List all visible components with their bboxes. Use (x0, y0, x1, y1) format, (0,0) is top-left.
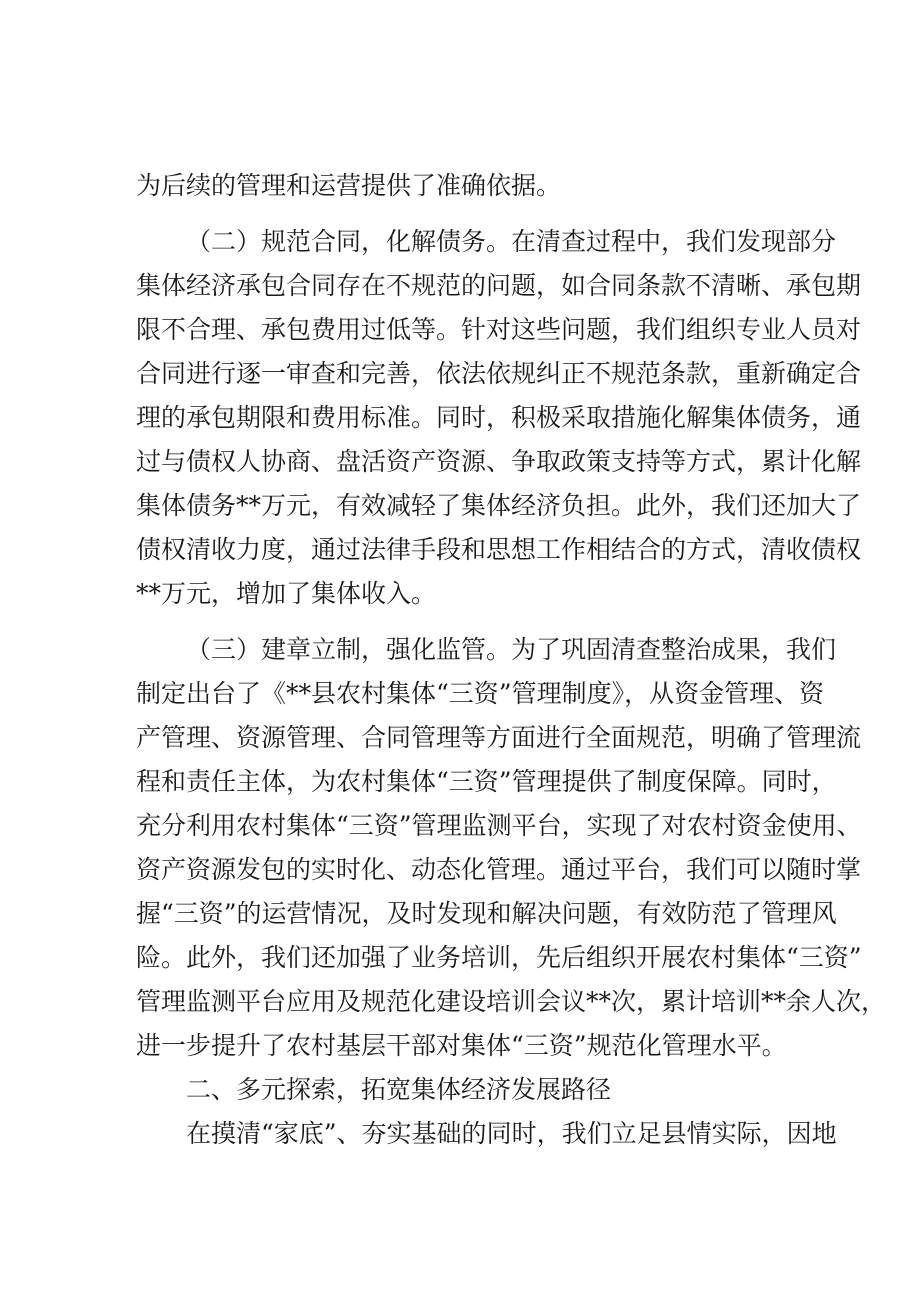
paragraph-3-line-6: 资产资源发包的实时化、动态化管理。通过平台，我们可以随时掌 (136, 855, 862, 884)
paragraph-2-line-3: 限不合理、承包费用过低等。针对这些问题，我们组织专业人员对 (136, 315, 862, 344)
paragraph-2-line-6: 过与债权人协商、盘活资产资源、争取政策支持等方式，累计化解 (136, 447, 862, 476)
paragraph-2-line-5: 理的承包期限和费用标准。同时，积极采取措施化解集体债务，通 (136, 403, 862, 432)
paragraph-3-line-1: （三）建章立制，强化监管。为了巩固清查整治成果，我们 (186, 635, 837, 664)
paragraph-1-line-1: 为后续的管理和运营提供了准确依据。 (136, 171, 562, 200)
paragraph-3-line-4: 程和责任主体，为农村集体“三资”管理提供了制度保障。同时， (136, 767, 837, 796)
paragraph-3-line-8: 险。此外，我们还加强了业务培训，先后组织开展农村集体“三资” (136, 943, 862, 972)
paragraph-2-line-9: **万元，增加了集体收入。 (136, 579, 437, 608)
paragraph-3-line-3: 产管理、资源管理、合同管理等方面进行全面规范，明确了管理流 (136, 723, 862, 752)
paragraph-2-line-2: 集体经济承包合同存在不规范的问题，如合同条款不清晰、承包期 (136, 271, 862, 300)
paragraph-3-line-2: 制定出台了《**县农村集体“三资”管理制度》，从资金管理、资 (136, 679, 825, 708)
paragraph-3-line-9: 管理监测平台应用及规范化建设培训会议**次，累计培训**余人次， (136, 987, 887, 1016)
paragraph-3-line-10: 进一步提升了农村基层干部对集体“三资”规范化管理水平。 (136, 1031, 787, 1060)
paragraph-2-line-7: 集体债务**万元，有效减轻了集体经济负担。此外，我们还加大了 (136, 491, 862, 520)
paragraph-4-line-1: 在摸清“家底”、夯实基础的同时，我们立足县情实际，因地 (186, 1119, 837, 1148)
paragraph-2-line-1: （二）规范合同，化解债务。在清查过程中，我们发现部分 (186, 227, 837, 256)
paragraph-2-line-4: 合同进行逐一审查和完善，依法依规纠正不规范条款，重新确定合 (136, 359, 862, 388)
paragraph-3-line-7: 握“三资”的运营情况，及时发现和解决问题，有效防范了管理风 (136, 899, 837, 928)
paragraph-3-line-5: 充分利用农村集体“三资”管理监测平台，实现了对农村资金使用、 (136, 811, 862, 840)
paragraph-2-line-8: 债权清收力度，通过法律手段和思想工作相结合的方式，清收债权 (136, 535, 862, 564)
section-heading: 二、多元探索，拓宽集体经济发展路径 (186, 1075, 612, 1104)
